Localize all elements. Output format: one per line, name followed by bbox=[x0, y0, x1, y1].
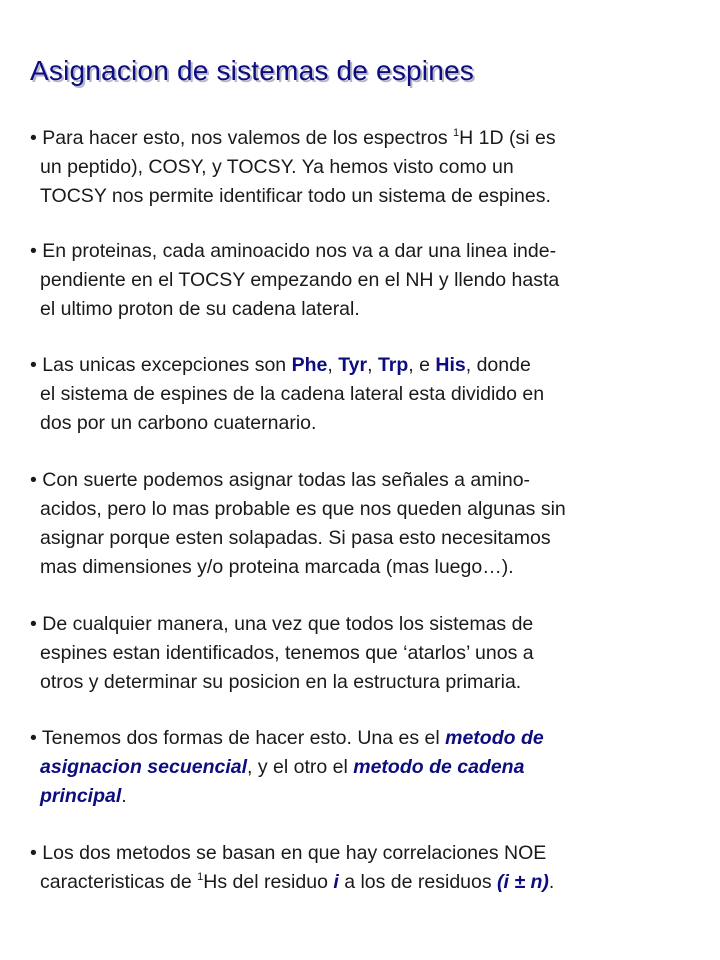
bullet-6-line-2: asignacion secuencial, y el otro el metodo de cadena bbox=[40, 756, 525, 778]
bullet-dot: • bbox=[30, 842, 37, 864]
bullet-5-line-1: • De cualquier manera, una vez que todos los sistemas de bbox=[30, 613, 534, 635]
bullet-1-line-1: • Para hacer esto, nos valemos de los espectros $^1$H 1D (si es bbox=[30, 127, 556, 149]
residue-i: i bbox=[333, 871, 339, 893]
bullet-dot: • bbox=[30, 127, 37, 149]
bullet-dot: • bbox=[30, 613, 37, 635]
bullet-1-line-3: TOCSY nos permite identificar todo un sistema de espines. bbox=[40, 185, 551, 207]
bullet-3-line-1: • Las unicas excepciones son Phe, Tyr, Trp, e His, donde bbox=[30, 354, 531, 376]
bullet-2-line-3: el ultimo proton de su cadena lateral. bbox=[40, 298, 360, 320]
term-asignacion-secuencial: asignacion secuencial bbox=[40, 756, 248, 778]
amino-acid-his: His bbox=[435, 354, 466, 376]
bullet-6-line-1: • Tenemos dos formas de hacer esto. Una es el metodo de bbox=[30, 727, 544, 749]
bullet-3-line-3: dos por un carbono cuaternario. bbox=[40, 412, 317, 434]
term-metodo-de-cadena: metodo de cadena bbox=[353, 756, 525, 778]
bullet-4-line-3: asignar porque esten solapadas. Si pasa esto necesitamos bbox=[40, 527, 551, 549]
term-metodo-de: metodo de bbox=[445, 727, 544, 749]
bullet-5-line-2: espines estan identificados, tenemos que ‘atarlos’ unos a bbox=[40, 642, 534, 664]
slide-title: Asignacion de sistemas de espines bbox=[30, 55, 474, 86]
bullet-dot: • bbox=[30, 354, 37, 376]
bullet-7-line-1: • Los dos metodos se basan en que hay correlaciones NOE bbox=[30, 842, 547, 864]
bullet-4-line-2: acidos, pero lo mas probable es que nos queden algunas sin bbox=[40, 498, 566, 520]
residue-i-plus-minus-n: (i ± n) bbox=[497, 871, 549, 893]
bullet-3-line-2: el sistema de espines de la cadena lateral esta dividido en bbox=[40, 383, 545, 405]
bullet-5-line-3: otros y determinar su posicion en la estructura primaria. bbox=[40, 671, 522, 693]
bullet-2-line-2: pendiente en el TOCSY empezando en el NH y llendo hasta bbox=[40, 269, 560, 291]
bullet-dot: • bbox=[30, 240, 37, 262]
bullet-1-line-2: un peptido), COSY, y TOCSY. Ya hemos visto como un bbox=[40, 156, 514, 178]
bullet-2-line-1: • En proteinas, cada aminoacido nos va a dar una linea inde- bbox=[30, 240, 557, 262]
term-principal: principal bbox=[40, 785, 122, 807]
bullet-6-line-3: principal. bbox=[40, 785, 127, 807]
bullet-dot: • bbox=[30, 727, 37, 749]
amino-acid-tyr: Tyr bbox=[338, 354, 368, 376]
bullet-4-line-4: mas dimensiones y/o proteina marcada (mas luego…). bbox=[40, 556, 514, 578]
bullet-dot: • bbox=[30, 469, 37, 491]
bullet-7-line-2: caracteristicas de $^1$Hs del residuo i a los de residuos (i ± n). bbox=[40, 871, 555, 893]
bullet-4-line-1: • Con suerte podemos asignar todas las señales a amino- bbox=[30, 469, 531, 491]
amino-acid-phe: Phe bbox=[291, 354, 328, 376]
amino-acid-trp: Trp bbox=[377, 354, 409, 376]
